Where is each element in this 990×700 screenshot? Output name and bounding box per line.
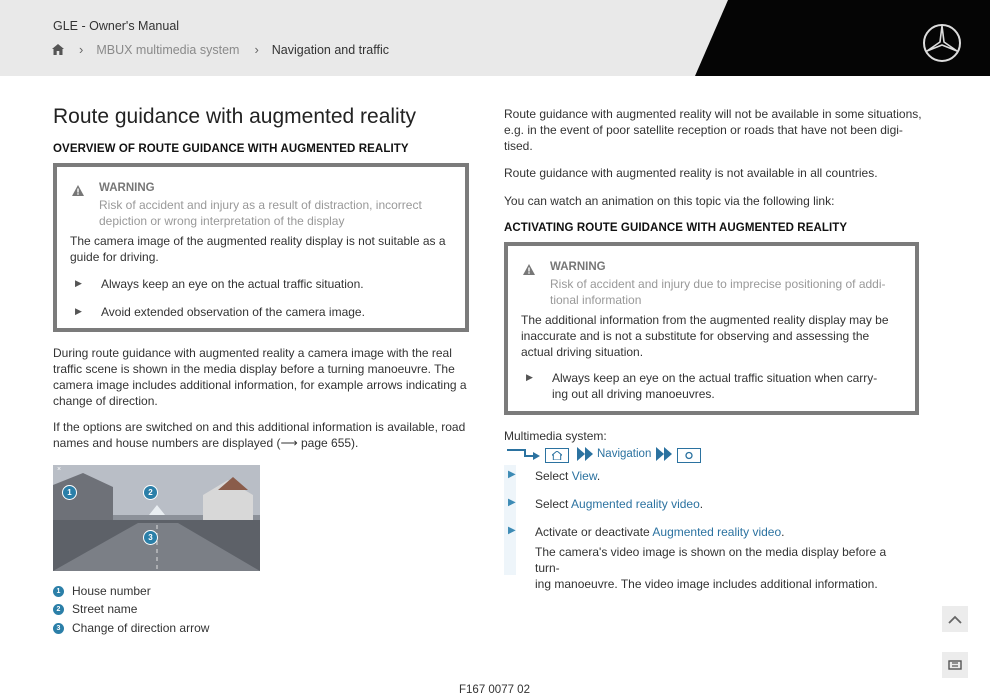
warning-bullet [75, 277, 364, 291]
home-icon[interactable] [52, 44, 64, 55]
legend-text: Change of direction arrow [72, 621, 210, 635]
step-link-ar-video-toggle[interactable]: Augmented reality video [652, 525, 782, 539]
section-heading-activating: ACTIVATING ROUTE GUIDANCE WITH AUGMENTED REALITY [504, 222, 848, 234]
paragraph-line: tised. [504, 139, 533, 153]
page-title: Route guidance with augmented reality [53, 105, 417, 128]
legend-item [53, 602, 137, 616]
doc-title: GLE - Owner's Manual [53, 19, 180, 33]
warning-box-activating [504, 242, 919, 415]
chevron-right-icon: › [254, 42, 259, 57]
warning-bullet-text: Avoid extended observation of the camera image. [101, 305, 365, 319]
figure-marker-street-name: 2 [143, 485, 158, 500]
warning-label: WARNING [99, 182, 155, 194]
step-item: ▶ Select View. [508, 469, 601, 483]
bookmark-icon [948, 659, 962, 671]
mercedes-star-icon [922, 23, 962, 63]
warning-bullet [75, 305, 365, 319]
legend-item [53, 584, 151, 598]
step-text: Select [535, 497, 572, 511]
paragraph-animation-link: You can watch an animation on this topic via the following link: [504, 194, 835, 208]
step-text: Select [535, 469, 572, 483]
legend-text: House number [72, 584, 151, 598]
breadcrumb-item-navigation[interactable]: Navigation and traffic [271, 42, 389, 57]
paragraph-line: e.g. in the event of poor satellite reception or roads that have not been digi- [504, 123, 903, 137]
step-triangle-icon: ▶ [508, 497, 516, 508]
warning-body-line: inaccurate and is not a substitute for observing and assessing the [521, 329, 870, 343]
warning-icon [523, 263, 535, 275]
warning-bullet-text: Always keep an eye on the actual traffic situation when carry- [552, 371, 878, 385]
legend-number: 3 [53, 623, 64, 634]
warning-label: WARNING [550, 261, 606, 273]
step-item: ▶ Select Augmented reality video. [508, 497, 704, 511]
legend-number: 2 [53, 604, 64, 615]
paragraph-overview [53, 345, 467, 409]
step-item: ▶ Activate or deactivate Augmented reality video. The camera's video image is shown on the media display before a turn- ing manoeuvre. The video image includes additional information. [508, 524, 908, 592]
paragraph-line: If the options are switched on and this additional information is available, road [53, 420, 466, 434]
bookmark-button[interactable] [942, 652, 968, 678]
warning-risk-line2: depiction or wrong interpretation of the display [99, 214, 345, 228]
paragraph-line[interactable]: names and house numbers are displayed (⟶ page 655). [53, 436, 359, 450]
warning-body-line1: The camera image of the augmented reality display is not suitable as a [70, 234, 446, 248]
warning-bullet-text: Always keep an eye on the actual traffic situation. [101, 277, 364, 291]
step-triangle-icon: ▶ [508, 469, 516, 480]
legend-item [53, 621, 209, 635]
legend-number: 1 [53, 586, 64, 597]
augmented-reality-figure [53, 465, 260, 571]
breadcrumb-item-mbux[interactable]: MBUX multimedia system [96, 42, 240, 57]
step-triangle-icon: ▶ [508, 525, 516, 536]
warning-icon [72, 184, 84, 196]
chevron-up-icon [948, 615, 962, 624]
close-icon: × [57, 466, 62, 473]
multimedia-label: Multimedia system: [504, 429, 607, 443]
bullet-triangle-icon: ▶ [75, 306, 82, 316]
step-text: Activate or deactivate [535, 525, 653, 539]
home-button-icon[interactable] [545, 448, 569, 463]
figure-code: F167 0077 02 [459, 684, 530, 696]
path-arrow-icon [507, 446, 547, 464]
step-link-view[interactable]: View [571, 469, 597, 483]
warning-bullet [526, 371, 877, 385]
paragraph-line: change of direction. [53, 394, 158, 408]
warning-risk-line1: Risk of accident and injury as a result of distraction, incorrect [99, 198, 422, 212]
step-result-line: ing manoeuvre. The video image includes additional information. [535, 577, 878, 591]
figure-marker-direction-arrow: 3 [143, 530, 158, 545]
double-chevron-icon [577, 447, 595, 461]
warning-body-line2: guide for driving. [70, 250, 159, 264]
breadcrumb [52, 42, 389, 57]
figure-marker-house-number: 1 [62, 485, 77, 500]
step-link-ar-video[interactable]: Augmented reality video [571, 497, 700, 511]
paragraph-line: traffic scene is shown in the media display before a turning manoeuvre. The [53, 362, 455, 376]
warning-body-line: The additional information from the augmented reality display may be [521, 313, 889, 327]
scroll-up-button[interactable] [942, 606, 968, 632]
step-result-line: The camera's video image is shown on the media display before a turn- [535, 545, 887, 575]
warning-risk-line2: tional information [550, 293, 642, 307]
bullet-triangle-icon: ▶ [75, 278, 82, 288]
paragraph-line: camera image includes additional information, for example arrows indicating a [53, 378, 467, 392]
navigation-path [507, 446, 707, 464]
bullet-triangle-icon: ▶ [526, 372, 533, 382]
paragraph-options [53, 419, 465, 451]
double-chevron-icon [656, 447, 674, 461]
chevron-right-icon: › [79, 42, 84, 57]
paragraph-countries: Route guidance with augmented reality is not available in all countries. [504, 166, 878, 180]
camera-button-icon[interactable] [677, 448, 701, 463]
warning-bullet-text-cont: ing out all driving manoeuvres. [552, 387, 715, 401]
paragraph-line: During route guidance with augmented reality a camera image with the real [53, 346, 452, 360]
legend-text: Street name [72, 602, 138, 616]
paragraph-availability [504, 106, 922, 154]
warning-body-line: actual driving situation. [521, 345, 644, 359]
navigation-link[interactable]: Navigation [597, 448, 652, 460]
paragraph-line: Route guidance with augmented reality will not be available in some situations, [504, 107, 922, 121]
warning-risk-line1: Risk of accident and injury due to imprecise positioning of addi- [550, 277, 886, 291]
warning-box-overview [53, 163, 469, 332]
section-heading-overview: OVERVIEW OF ROUTE GUIDANCE WITH AUGMENTED REALITY [53, 143, 409, 155]
